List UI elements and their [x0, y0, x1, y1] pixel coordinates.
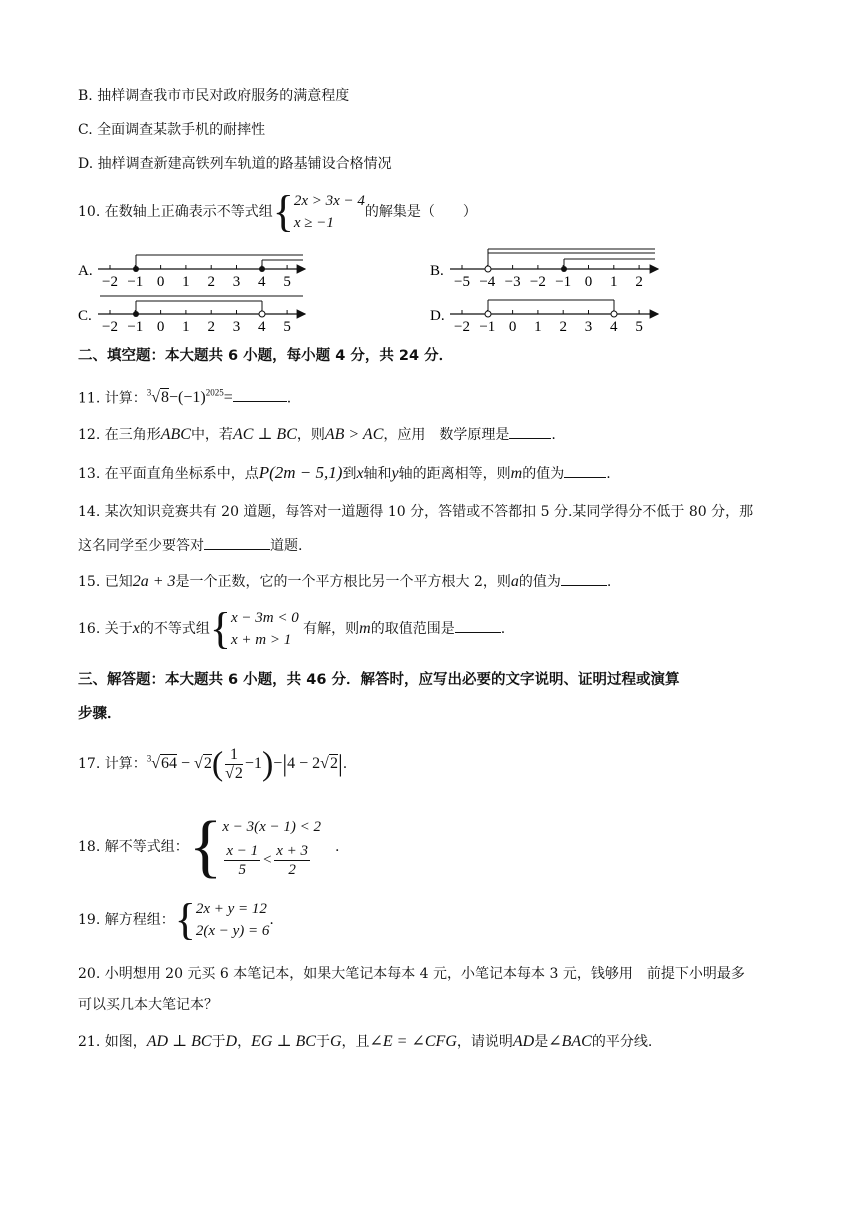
number-line-choices: [0, 240, 860, 340]
axis-a-tick-label: −2: [102, 274, 118, 290]
question-15: 15. 已知2a + 3是一个正数，它的一个平方根比另一个平方根大 2，则a的值为 .: [78, 573, 612, 590]
question-13: 13. 在平面直角坐标系中，点P(2m − 5,1)到x轴和y轴的距离相等，则m的值为 .: [78, 463, 611, 482]
open-dot-b: [485, 266, 491, 272]
question-21: 21. 如图，AD ⊥ BC于D，EG ⊥ BC于G，且∠E = ∠CFG，请说明AD是∠BAC的平分线.: [78, 1033, 653, 1050]
question-16: 16. 关于x的不等式组{ x − 3m < 0 x + m > 1 有解，则m的取值范围是 .: [78, 604, 506, 653]
question-11: 11. 计算：$^3√8-(-1)^{2025}=$ .: [78, 388, 292, 407]
axis-c-tick-label: −1: [127, 319, 144, 335]
axis-b-tick-label: 0: [584, 274, 593, 290]
question-20-line2: 可以买几本大笔记本？: [78, 997, 218, 1013]
axis-b-tick-label: −3: [504, 274, 521, 290]
question-14-line2: 这名同学至少要答对 道题.: [78, 535, 302, 556]
axis-a-tick-label: 3: [232, 274, 241, 290]
axis-a-tick-label: 2: [207, 274, 215, 290]
axis-a-tick-label: 4: [258, 274, 266, 290]
section-2-heading: 二、填空题：本大题共 6 小题，每小题 4 分，共 24 分．: [78, 348, 454, 364]
axis-a-tick-label: 5: [283, 274, 291, 290]
question-12: 12. 在三角形ABC中，若AC ⊥ BC，则AB > AC，应用 数学原理是 .: [78, 426, 556, 443]
open-dot-d2: [611, 311, 617, 317]
axis-a-tick-label: 1: [182, 274, 190, 290]
axis-b-tick-label: 2: [635, 274, 643, 290]
axis-b-tick-label: −1: [555, 274, 572, 290]
question-19: 19. 解方程组：{ 2x + y = 12 2(x − y) = 6 .: [78, 895, 274, 944]
closed-dot-a: [133, 266, 139, 272]
axis-c-tick-label: 1: [182, 319, 190, 335]
axis-c-tick-label: 3: [232, 319, 241, 335]
choice-d-label: D.: [430, 308, 445, 324]
choice-a-label: A.: [78, 263, 93, 279]
open-dot-d: [485, 311, 491, 317]
closed-dot-a2: [259, 266, 265, 272]
axis-a-tick-label: 0: [156, 274, 165, 290]
question-10: 10. 在数轴上正确表示不等式组{ 2x > 3x − 4 x ≥ −1 的解集是（ ）: [78, 187, 477, 236]
axis-a-tick-label: −1: [127, 274, 144, 290]
question-18: 18. 解不等式组：{ x − 3(x − 1) < 2 $\frac{x - 1}{5}$ < $\frac{x + 3}{2}$ .: [78, 808, 340, 885]
axis-d-tick-label: 4: [610, 319, 618, 335]
axis-d-tick-label: 0: [508, 319, 517, 335]
axis-c-tick-label: 5: [283, 319, 291, 335]
axis-c-tick-label: 0: [156, 319, 165, 335]
section-3-heading-line1: 三、解答题：本大题共 6 小题，共 46 分．解答时，应写出必要的文字说明、证明过程或演算: [78, 672, 680, 688]
choice-b-label: B.: [430, 263, 444, 279]
option-d: D. 抽样调查新建高铁列车轨道的路基铺设合格情况: [78, 156, 392, 172]
axis-d-tick-label: 2: [559, 319, 567, 335]
axis-d-tick-label: −1: [479, 319, 496, 335]
closed-dot-b: [561, 266, 567, 272]
option-c: C. 全面调查某款手机的耐摔性: [78, 122, 266, 138]
axis-b-tick-label: −2: [529, 274, 546, 290]
axis-d-tick-label: 3: [584, 319, 593, 335]
option-b: B. 抽样调查我市市民对政府服务的满意程度: [78, 88, 350, 104]
axis-b-tick-label: −5: [454, 274, 470, 290]
question-17: 17. 计算：$^3$√64 − √2( $\frac{1}{√2}$ −1)−|4 − 2√2|.: [78, 745, 348, 783]
section-3-heading-line2: 步骤．: [78, 706, 122, 722]
open-dot-c: [259, 311, 265, 317]
choice-c-label: C.: [78, 308, 92, 324]
question-14-line1: 14. 某次知识竞赛共有 20 道题，每答对一道题得 10 分，答错或不答都扣 5 分.某同学得分不低于 80 分，那: [78, 504, 754, 520]
axis-d-tick-label: 5: [635, 319, 643, 335]
axis-d-tick-label: 1: [534, 319, 542, 335]
axis-c-tick-label: 4: [258, 319, 266, 335]
axis-b-tick-label: 1: [610, 274, 618, 290]
question-20-line1: 20. 小明想用 20 元买 6 本笔记本，如果大笔记本每本 4 元，小笔记本每本 3 元，钱够用 前提下小明最多: [78, 966, 745, 982]
axis-c-tick-label: −2: [102, 319, 118, 335]
axis-b-tick-label: −4: [479, 274, 496, 290]
axis-d-tick-label: −2: [454, 319, 470, 335]
closed-dot-c: [133, 311, 139, 317]
axis-c-tick-label: 2: [207, 319, 215, 335]
